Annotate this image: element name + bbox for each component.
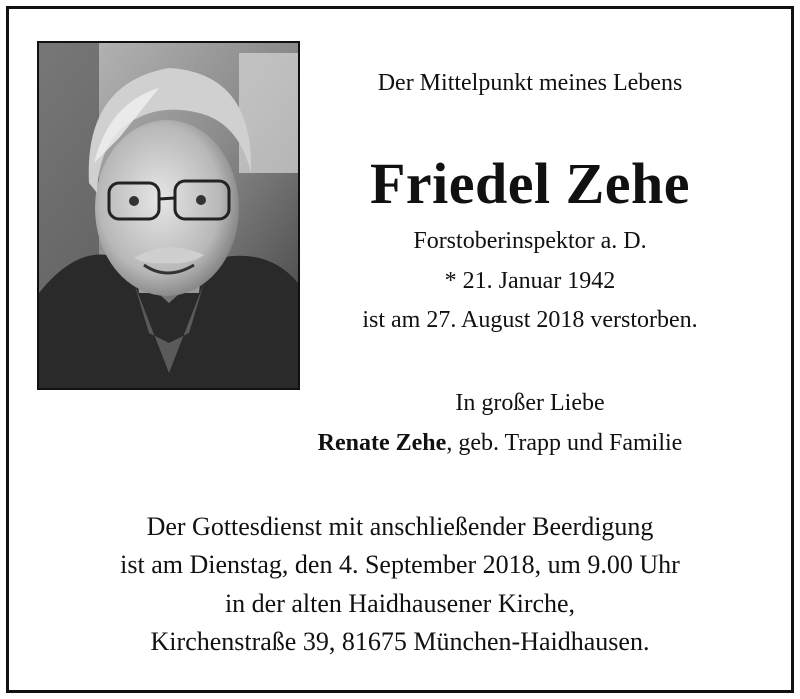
service-line: Der Gottesdienst mit anschließender Beerdigung [146, 512, 654, 541]
deceased-name: Friedel Zehe [369, 151, 691, 216]
portrait-photo [37, 41, 300, 390]
service-line: Kirchenstraße 39, 81675 München-Haidhausen. [150, 627, 650, 656]
intro-line: Der Mittelpunkt meines Lebens [377, 70, 683, 96]
service-line: ist am Dienstag, den 4. September 2018, um 9.00 Uhr [120, 550, 680, 579]
closing-phrase: In großer Liebe [455, 390, 605, 416]
signer-name: Renate Zehe [317, 430, 447, 456]
service-line: in der alten Haidhausener Kirche, [224, 589, 576, 618]
death-date: ist am 27. August 2018 verstorben. [362, 307, 698, 333]
signer-family: , geb. Trapp und Familie [446, 430, 683, 456]
job-title: Forstoberinspektor a. D. [413, 228, 647, 254]
signer-line [240, 430, 760, 457]
birth-date: * 21. Januar 1942 [444, 268, 616, 294]
